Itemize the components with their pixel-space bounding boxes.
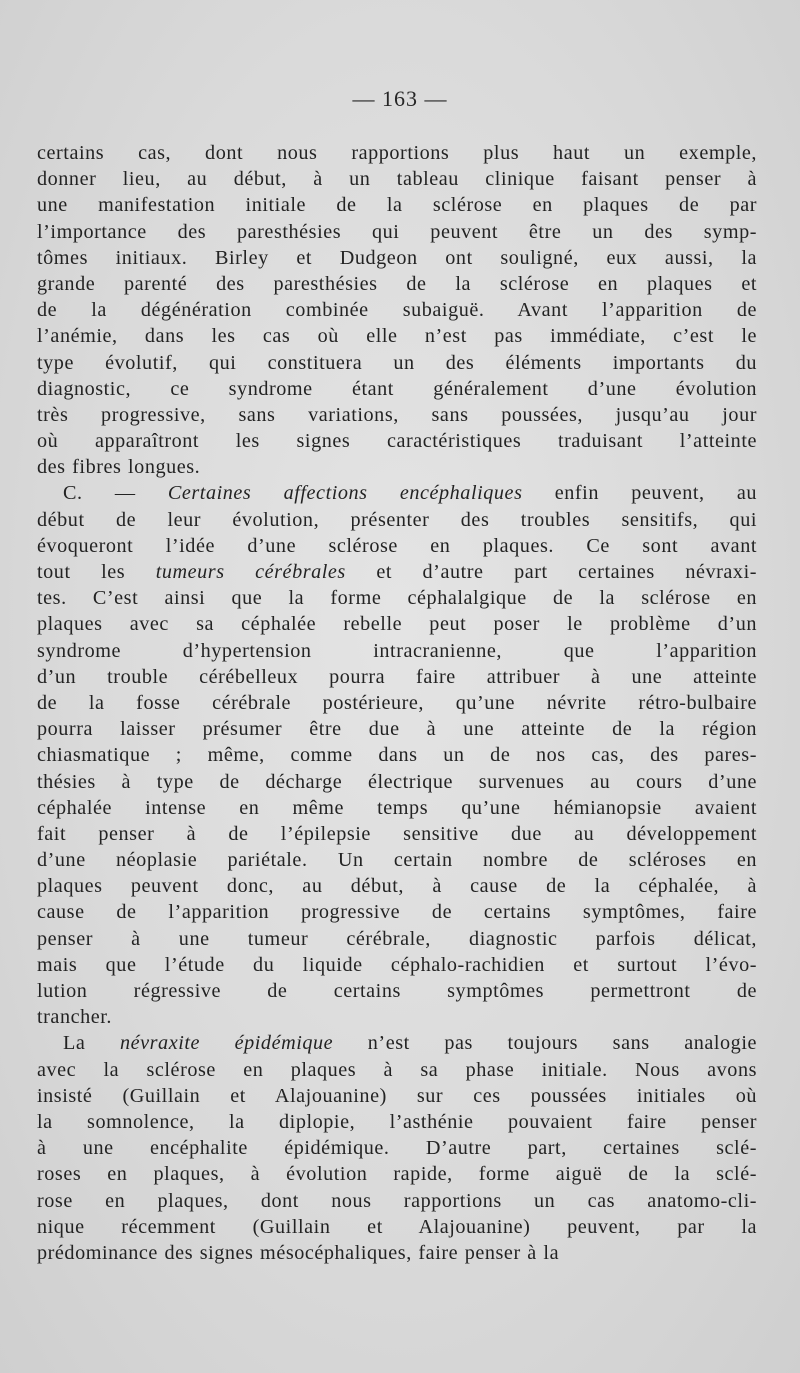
- paragraph: [37, 480, 757, 1030]
- text-line: mais que l’étude du liquide céphalo-rachidien et surtout l’évo-: [37, 953, 757, 976]
- text-line: nique récemment (Guillain et Alajouanine) peuvent, par la: [37, 1215, 757, 1238]
- text-line: à une encéphalite épidémique. D’autre part, certaines sclé-: [37, 1137, 757, 1160]
- text-line: avec la sclérose en plaques à sa phase initiale. Nous avons: [37, 1058, 757, 1081]
- text-line: fait penser à de l’épilepsie sensitive due au développement: [37, 822, 757, 845]
- text-line: d’une néoplasie pariétale. Un certain nombre de scléroses en: [37, 849, 757, 872]
- text-line: donner lieu, au début, à un tableau clinique faisant penser à: [37, 168, 757, 191]
- text-line: de la dégénération combinée subaiguë. Avant l’apparition de: [37, 299, 757, 322]
- text-line: pourra laisser présumer être due à une atteinte de la région: [37, 718, 757, 741]
- text-line: syndrome d’hypertension intracranienne, que l’apparition: [37, 639, 757, 662]
- text-line: chiasmatique ; même, comme dans un de nos cas, des pares-: [37, 744, 757, 767]
- text-line: de la fosse cérébrale postérieure, qu’une névrite rétro-bulbaire: [37, 691, 757, 714]
- text-line: insisté (Guillain et Alajouanine) sur ces poussées initiales où: [37, 1084, 757, 1107]
- text-line: rose en plaques, dont nous rapportions un cas anatomo-cli-: [37, 1189, 757, 1212]
- text-line: thésies à type de décharge électrique survenues au cours d’une: [37, 770, 757, 793]
- italic-term: tumeurs cérébrales: [155, 561, 346, 583]
- page-number: — 163 —: [352, 86, 448, 111]
- text-line: tout les tumeurs cérébrales et d’autre part certaines névraxi-: [37, 561, 758, 583]
- text-line: tes. C’est ainsi que la forme céphalalgique de la sclérose en: [37, 587, 757, 610]
- text-line: lution régressive de certains symptômes permettront de: [37, 980, 757, 1002]
- body-text: [37, 140, 757, 1266]
- text-line: très progressive, sans variations, sans poussées, jusqu’au jour: [37, 403, 757, 426]
- text-line: trancher.: [37, 1006, 113, 1029]
- text-line: grande parenté des paresthésies de la sclérose en plaques et: [37, 272, 757, 295]
- text-line: plaques avec sa céphalée rebelle peut poser le problème d’un: [37, 613, 757, 636]
- text-line: tômes initiaux. Birley et Dudgeon ont souligné, eux aussi, la: [37, 246, 757, 269]
- text-line: une manifestation initiale de la sclérose en plaques de par: [37, 194, 757, 217]
- text-line: l’anémie, dans les cas où elle n’est pas immédiate, c’est le: [37, 325, 757, 348]
- text-line: roses en plaques, à évolution rapide, forme aiguë de la sclé-: [37, 1163, 757, 1186]
- text-line: des fibres longues.: [37, 456, 201, 479]
- text-line: prédominance des signes mésocéphaliques, faire penser à la: [37, 1241, 560, 1264]
- text-line: l’importance des paresthésies qui peuvent être un des symp-: [37, 220, 757, 243]
- text-line: où apparaîtront les signes caractéristiques traduisant l’atteinte: [37, 430, 757, 453]
- text-line: La névraxite épidémique n’est pas toujours sans analogie: [63, 1032, 757, 1055]
- paragraph: [37, 140, 757, 480]
- text-line: C. — Certaines affections encéphaliques enfin peuvent, au: [63, 482, 758, 505]
- text-line: évoqueront l’idée d’une sclérose en plaques. Ce sont avant: [37, 534, 757, 557]
- text-line: certains cas, dont nous rapportions plus haut un exemple,: [37, 142, 757, 164]
- text-line: diagnostic, ce syndrome étant généralement d’une évolution: [37, 377, 757, 400]
- paragraph: [37, 1030, 757, 1266]
- text-line: d’un trouble cérébelleux pourra faire attribuer à une atteinte: [37, 665, 757, 688]
- text-line: plaques peuvent donc, au début, à cause de la céphalée, à: [37, 875, 757, 898]
- text-line: penser à une tumeur cérébrale, diagnostic parfois délicat,: [37, 927, 757, 950]
- text-line: la somnolence, la diplopie, l’asthénie pouvaient faire penser: [37, 1110, 757, 1133]
- text-line: céphalée intense en même temps qu’une hémianopsie avaient: [37, 796, 757, 819]
- text-line: type évolutif, qui constituera un des éléments importants du: [37, 351, 757, 374]
- italic-term: névraxite épidémique: [119, 1032, 334, 1055]
- text-line: début de leur évolution, présenter des troubles sensitifs, qui: [37, 508, 757, 531]
- text-line: cause de l’apparition progressive de certains symptômes, faire: [37, 901, 757, 924]
- italic-term: Certaines affections encéphaliques: [167, 482, 523, 505]
